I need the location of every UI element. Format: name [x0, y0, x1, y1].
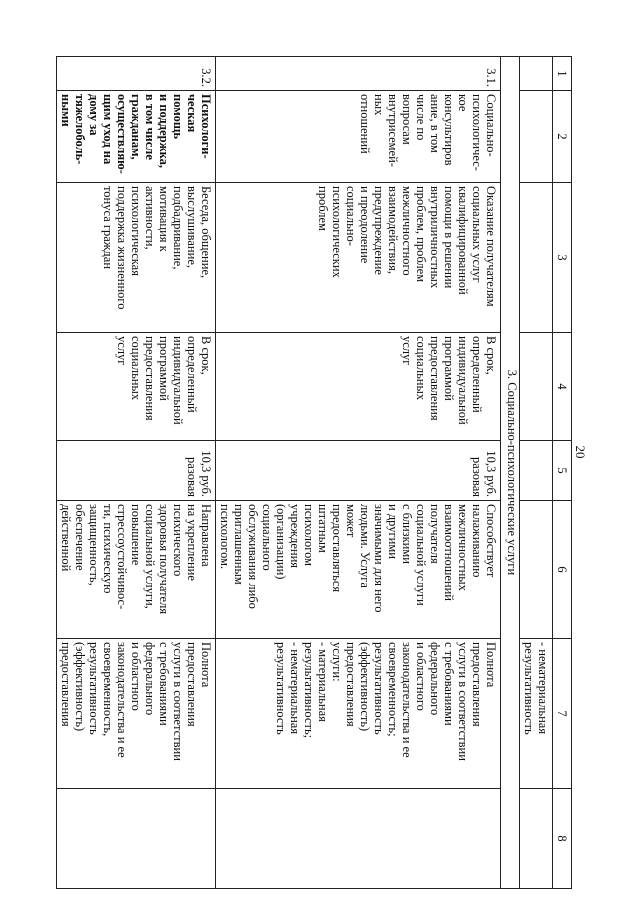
header-col-1: 1: [553, 57, 572, 91]
header-row: [553, 57, 572, 889]
service-content: Оказание получателям социальных услуг квалифицированной помощи в решении внутриличностных проблем, проблем межличностного взаимодействия, предупреждение и преодоление социально- психологических проблем: [216, 183, 501, 333]
service-conditions: Способствует налаживанию межличностных взаимоотношений получателя социальной услуги с близкими и другими значимыми для него людьми. Услуга может предоставляться штатным психологом учреждения (организации) социального обслуживания либо приглашенным психологом.: [216, 501, 501, 639]
service-term: В срок, определенный индивидуальной программой предоставления социальных услуг: [57, 333, 216, 441]
table-row: [216, 57, 501, 889]
row-number: 3.1.: [216, 57, 501, 91]
section-row: [501, 57, 520, 889]
service-name: Социально- психологичес- кое консультиров ание, в том числе по вопросам внутрисемей- ных отношений: [216, 91, 501, 183]
page-number: 20: [573, 445, 588, 459]
service-conditions: Направлена на укрепление психического здоровья получателя социальной услуги, повышение стрессоустойчивос- ти, психическую защищенность, обеспечение действенной: [57, 501, 216, 639]
header-col-7: 7: [553, 639, 572, 789]
service-indicators: Полнота предоставления услуги в соответствии с требованиями федерального и областного законодательства и ее своевременность, результативность (эффективность) предоставления: [57, 639, 216, 789]
header-col-4: 4: [553, 333, 572, 441]
service-col8: [57, 789, 216, 889]
continuation-note: - нематериальная результативность: [520, 639, 553, 789]
services-table: [56, 56, 572, 889]
service-content: Беседа, общение, выслушивание, подбадривание, мотивация к активности, психологическая поддержка жизненного тонуса граждан: [57, 183, 216, 333]
rotated-table-wrapper: [56, 56, 572, 888]
service-col8: [216, 789, 501, 889]
service-tariff: 10,3 руб. разовая: [57, 441, 216, 501]
section-title: 3. Социально-психологические услуги: [501, 57, 520, 889]
header-col-5: 5: [553, 441, 572, 501]
header-col-6: 6: [553, 501, 572, 639]
header-col-3: 3: [553, 183, 572, 333]
service-name: Психологи- ческая помощь и поддержка, в том числе гражданам, осуществляю- щим уход на дому за тяжелоболь- ными: [57, 91, 216, 183]
continuation-row: [520, 57, 553, 889]
service-indicators: Полнота предоставления услуги в соответствии с требованиями федерального и областного законодательства и ее своевременность; результативность (эффективность) предоставления услуги: - материальная результативность; - нематериальная результативность: [216, 639, 501, 789]
table-row: [57, 57, 216, 889]
service-tariff: 10,3 руб. разовая: [216, 441, 501, 501]
header-col-2: 2: [553, 91, 572, 183]
row-number: 3.2.: [57, 57, 216, 91]
header-col-8: 8: [553, 789, 572, 889]
service-term: В срок, определенный индивидуальной программой предоставления социальных услуг: [216, 333, 501, 441]
